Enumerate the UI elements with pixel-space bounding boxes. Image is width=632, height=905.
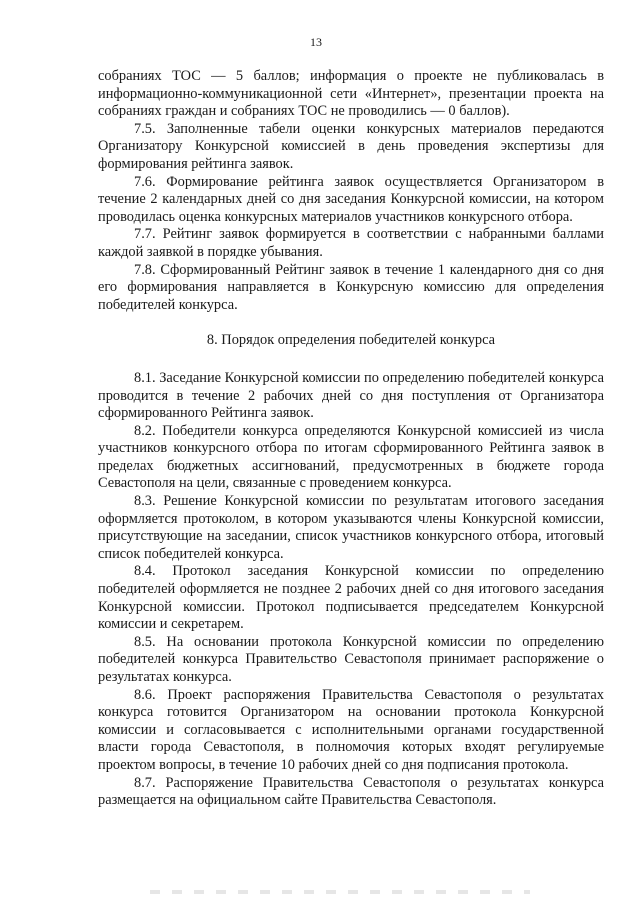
- paragraph-7-5: 7.5. Заполненные табели оценки конкурсных материалов передаются Организатору Конкурсной комиссией в день проведения экспертизы для формирования рейтинга заявок.: [98, 120, 604, 172]
- page-number: 13: [310, 35, 322, 49]
- paragraph-7-8: 7.8. Сформированный Рейтинг заявок в течение 1 календарного дня со дня его формирования направляется в Конкурсную комиссию для определения победителей конкурса.: [98, 261, 604, 313]
- scan-artifact: [150, 890, 530, 894]
- paragraph-8-5: 8.5. На основании протокола Конкурсной комиссии по определению победителей конкурса Правительство Севастополя принимает распоряжение о результатах конкурса.: [98, 633, 604, 685]
- paragraph-continuation: собраниях ТОС — 5 баллов; информация о проекте не публиковалась в информационно-коммуникационной сети «Интернет», презентации проекта на собраниях граждан и собраниях ТОС не проводились — 0 баллов).: [98, 68, 604, 120]
- paragraph-8-1: 8.1. Заседание Конкурсной комиссии по определению победителей конкурса проводится в течение 2 рабочих дней со дня поступления от Организатора сформированного Рейтинга заявок.: [98, 369, 604, 422]
- paragraph-8-7: 8.7. Распоряжение Правительства Севастополя о результатах конкурса размещается на официальном сайте Правительства Севастополя.: [98, 774, 604, 809]
- section-heading: 8. Порядок определения победителей конкурса: [206, 332, 496, 349]
- paragraph-8-4: 8.4. Протокол заседания Конкурсной комиссии по определению победителей оформляется не позднее 2 рабочих дней со дня итогового заседания Конкурсной комиссии. Протокол подписывается председателем Конкурсной комиссии и секретарем.: [98, 563, 604, 633]
- paragraph-8-3: 8.3. Решение Конкурсной комиссии по результатам итогового заседания оформляется протоколом, в котором указываются члены Конкурсной комиссии, присутствующие на заседании, список участников конкурсного отбора, итоговый список победителей конкурса.: [98, 493, 604, 562]
- paragraph-7-6: 7.6. Формирование рейтинга заявок осуществляется Организатором в течение 2 календарных дней со дня заседания Конкурсной комиссии, на котором проводилась оценка конкурсных материалов участников конкурсного отбора.: [98, 173, 604, 225]
- paragraph-7-7: 7.7. Рейтинг заявок формируется в соответствии с набранными баллами каждой заявкой в порядке убывания.: [98, 226, 604, 260]
- document-body: [98, 68, 604, 810]
- paragraph-8-6: 8.6. Проект распоряжения Правительства Севастополя о результатах конкурса готовится Организатором на основании протокола Конкурсной комиссии и согласовывается с исполнительными органами государственной власти города Севастополя, в полномочия которых входят регулируемые проектом вопросы, в течение 10 рабочих дней со дня подписания протокола.: [98, 686, 604, 773]
- paragraph-8-2: 8.2. Победители конкурса определяются Конкурсной комиссией из числа участников конкурсного отбора по итогам сформированного Рейтинга заявок в пределах бюджетных ассигнований, предусмотренных в бюджете города Севастополя на цели, связанные с проведением конкурса.: [98, 422, 604, 492]
